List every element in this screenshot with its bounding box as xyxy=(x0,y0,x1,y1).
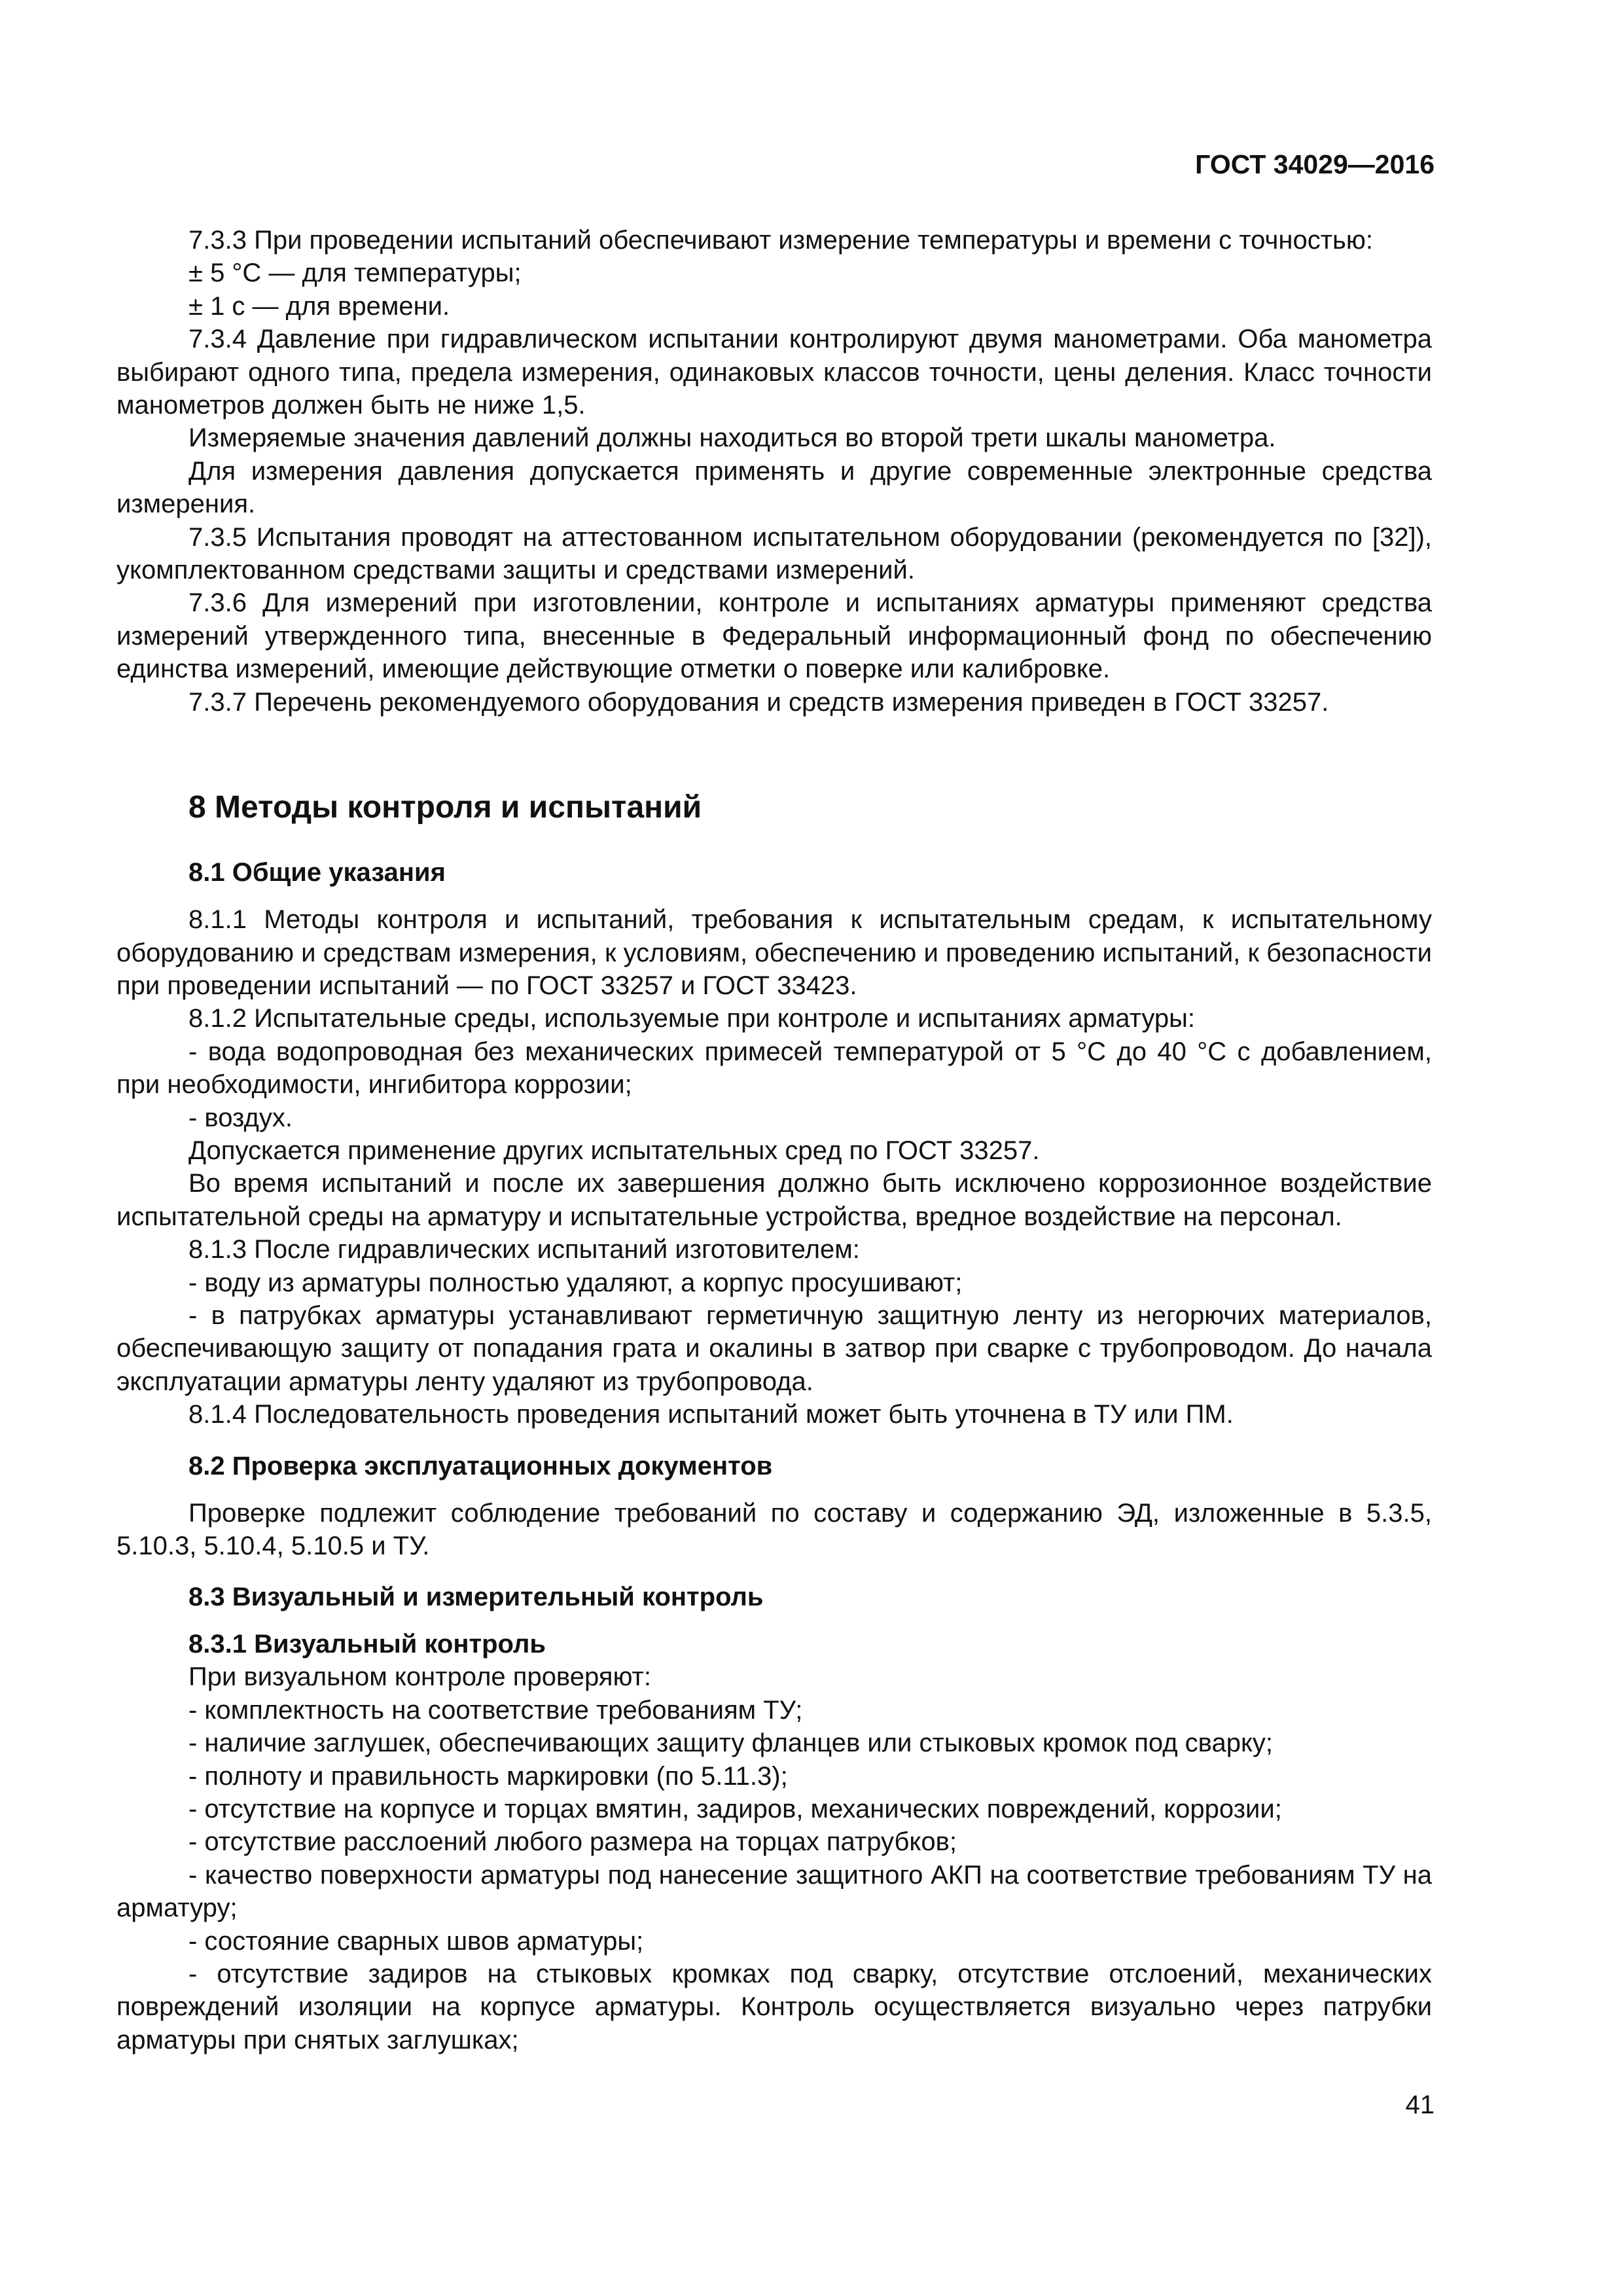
paragraph-7-3-6: 7.3.6 Для измерений при изготовлении, контроле и испытаниях арматуры применяют средства измерений утвержденного типа, внесенные в Федеральный информационный фонд по обеспечению единства измерений, имеющие действующие отметки о поверке или калибровке. xyxy=(116,588,1432,684)
section-title-8: 8 Методы контроля и испытаний xyxy=(188,790,702,825)
list-item-surface-quality: - качество поверхности арматуры под нанесение защитного АКП на соответствие требованиям ТУ на арматуру; xyxy=(116,1860,1432,1923)
page-number: 41 xyxy=(1405,2090,1435,2119)
paragraph-7-3-3: 7.3.3 При проведении испытаний обеспечивают измерение температуры и времени с точностью: xyxy=(188,226,1373,255)
list-item-completeness: - комплектность на соответствие требованиям ТУ; xyxy=(188,1695,803,1725)
list-item-water: - вода водопроводная без механических примесей температурой от 5 °С до 40 °С с добавлением, при необходимости, ингибитора коррозии; xyxy=(116,1037,1432,1100)
list-item-delamination: - отсутствие расслоений любого размера на торцах патрубков; xyxy=(188,1827,957,1857)
subsection-title-8-2: 8.2 Проверка эксплуатационных документов xyxy=(188,1451,773,1480)
paragraph-pressure-range: Измеряемые значения давлений должны находиться во второй трети шкалы манометра. xyxy=(188,423,1276,453)
page-content xyxy=(116,224,1432,2056)
list-item-air: - воздух. xyxy=(188,1103,293,1132)
list-item-drain-water: - воду из арматуры полностью удаляют, а корпус просушивают; xyxy=(188,1268,963,1297)
subsection-title-8-3-1: 8.3.1 Визуальный контроль xyxy=(188,1630,546,1659)
paragraph-8-1-4: 8.1.4 Последовательность проведения испытаний может быть уточнена в ТУ или ПМ. xyxy=(188,1400,1234,1429)
paragraph-corrosion: Во время испытаний и после их завершения должно быть исключено коррозионное воздействие испытательной среды на арматуру и испытательные устройства, вредное воздействие на персонал. xyxy=(116,1169,1432,1231)
paragraph-8-1-2: 8.1.2 Испытательные среды, используемые при контроле и испытаниях арматуры: xyxy=(188,1004,1196,1033)
paragraph-electronic-means: Для измерения давления допускается применять и другие современные электронные средства измерения. xyxy=(116,456,1432,519)
list-item-plugs: - наличие заглушек, обеспечивающих защиту фланцев или стыковых кромок под сварку; xyxy=(188,1729,1274,1758)
paragraph-8-1-3: 8.1.3 После гидравлических испытаний изготовителем: xyxy=(188,1235,860,1265)
paragraph-7-3-4: 7.3.4 Давление при гидравлическом испытании контролируют двумя манометрами. Оба манометра выбирают одного типа, предела измерения, одинаковых классов точности, цены деления. Класс точности манометров должен быть не ниже 1,5. xyxy=(116,325,1432,420)
list-item-protective-tape: - в патрубках арматуры устанавливают герметичную защитную ленту из негорючих материалов, обеспечивающую защиту от попадания грата и окалины в затвор при сварке с трубопроводом. До начала эксплуатации арматуры ленту удаляют из трубопровода. xyxy=(116,1300,1432,1396)
paragraph-8-1-1: 8.1.1 Методы контроля и испытаний, требования к испытательным средам, к испытательному оборудованию и средствам измерения, к условиям, обеспечению и проведению испытаний, к безопасности при проведении испытаний — по ГОСТ 33257 и ГОСТ 33423. xyxy=(116,905,1432,1000)
paragraph-other-media: Допускается применение других испытательных сред по ГОСТ 33257. xyxy=(188,1136,1040,1165)
paragraph-visual-check: При визуальном контроле проверяют: xyxy=(188,1662,651,1692)
list-item-dents: - отсутствие на корпусе и торцах вмятин, задиров, механических повреждений, коррозии; xyxy=(188,1795,1282,1824)
list-item-welds: - состояние сварных швов арматуры; xyxy=(188,1926,644,1956)
subsection-title-8-1: 8.1 Общие указания xyxy=(188,858,446,888)
paragraph-7-3-5: 7.3.5 Испытания проводят на аттестованном испытательном оборудовании (рекомендуется по [32]), укомплектованном средствами защиты и средствами измерений. xyxy=(116,522,1432,585)
paragraph-8-2: Проверке подлежит соблюдение требований по составу и содержанию ЭД, изложенные в 5.3.5, 5.10.3, 5.10.4, 5.10.5 и ТУ. xyxy=(116,1498,1432,1560)
subsection-title-8-3: 8.3 Визуальный и измерительный контроль xyxy=(188,1583,764,1612)
list-item-marking: - полноту и правильность маркировки (по 5.11.3); xyxy=(188,1761,788,1791)
list-item-temperature: ± 5 °С — для температуры; xyxy=(188,259,522,288)
list-item-scoring: - отсутствие задиров на стыковых кромках под сварку, отсутствие отслоений, механических повреждений изоляции на корпусе арматуры. Контроль осуществляется визуально через патрубки арматуры при снятых заглушках; xyxy=(116,1960,1432,2054)
document-header: ГОСТ 34029—2016 xyxy=(1195,149,1435,179)
list-item-time: ± 1 с — для времени. xyxy=(188,291,450,321)
paragraph-7-3-7: 7.3.7 Перечень рекомендуемого оборудования и средств измерения приведен в ГОСТ 33257. xyxy=(188,687,1329,717)
